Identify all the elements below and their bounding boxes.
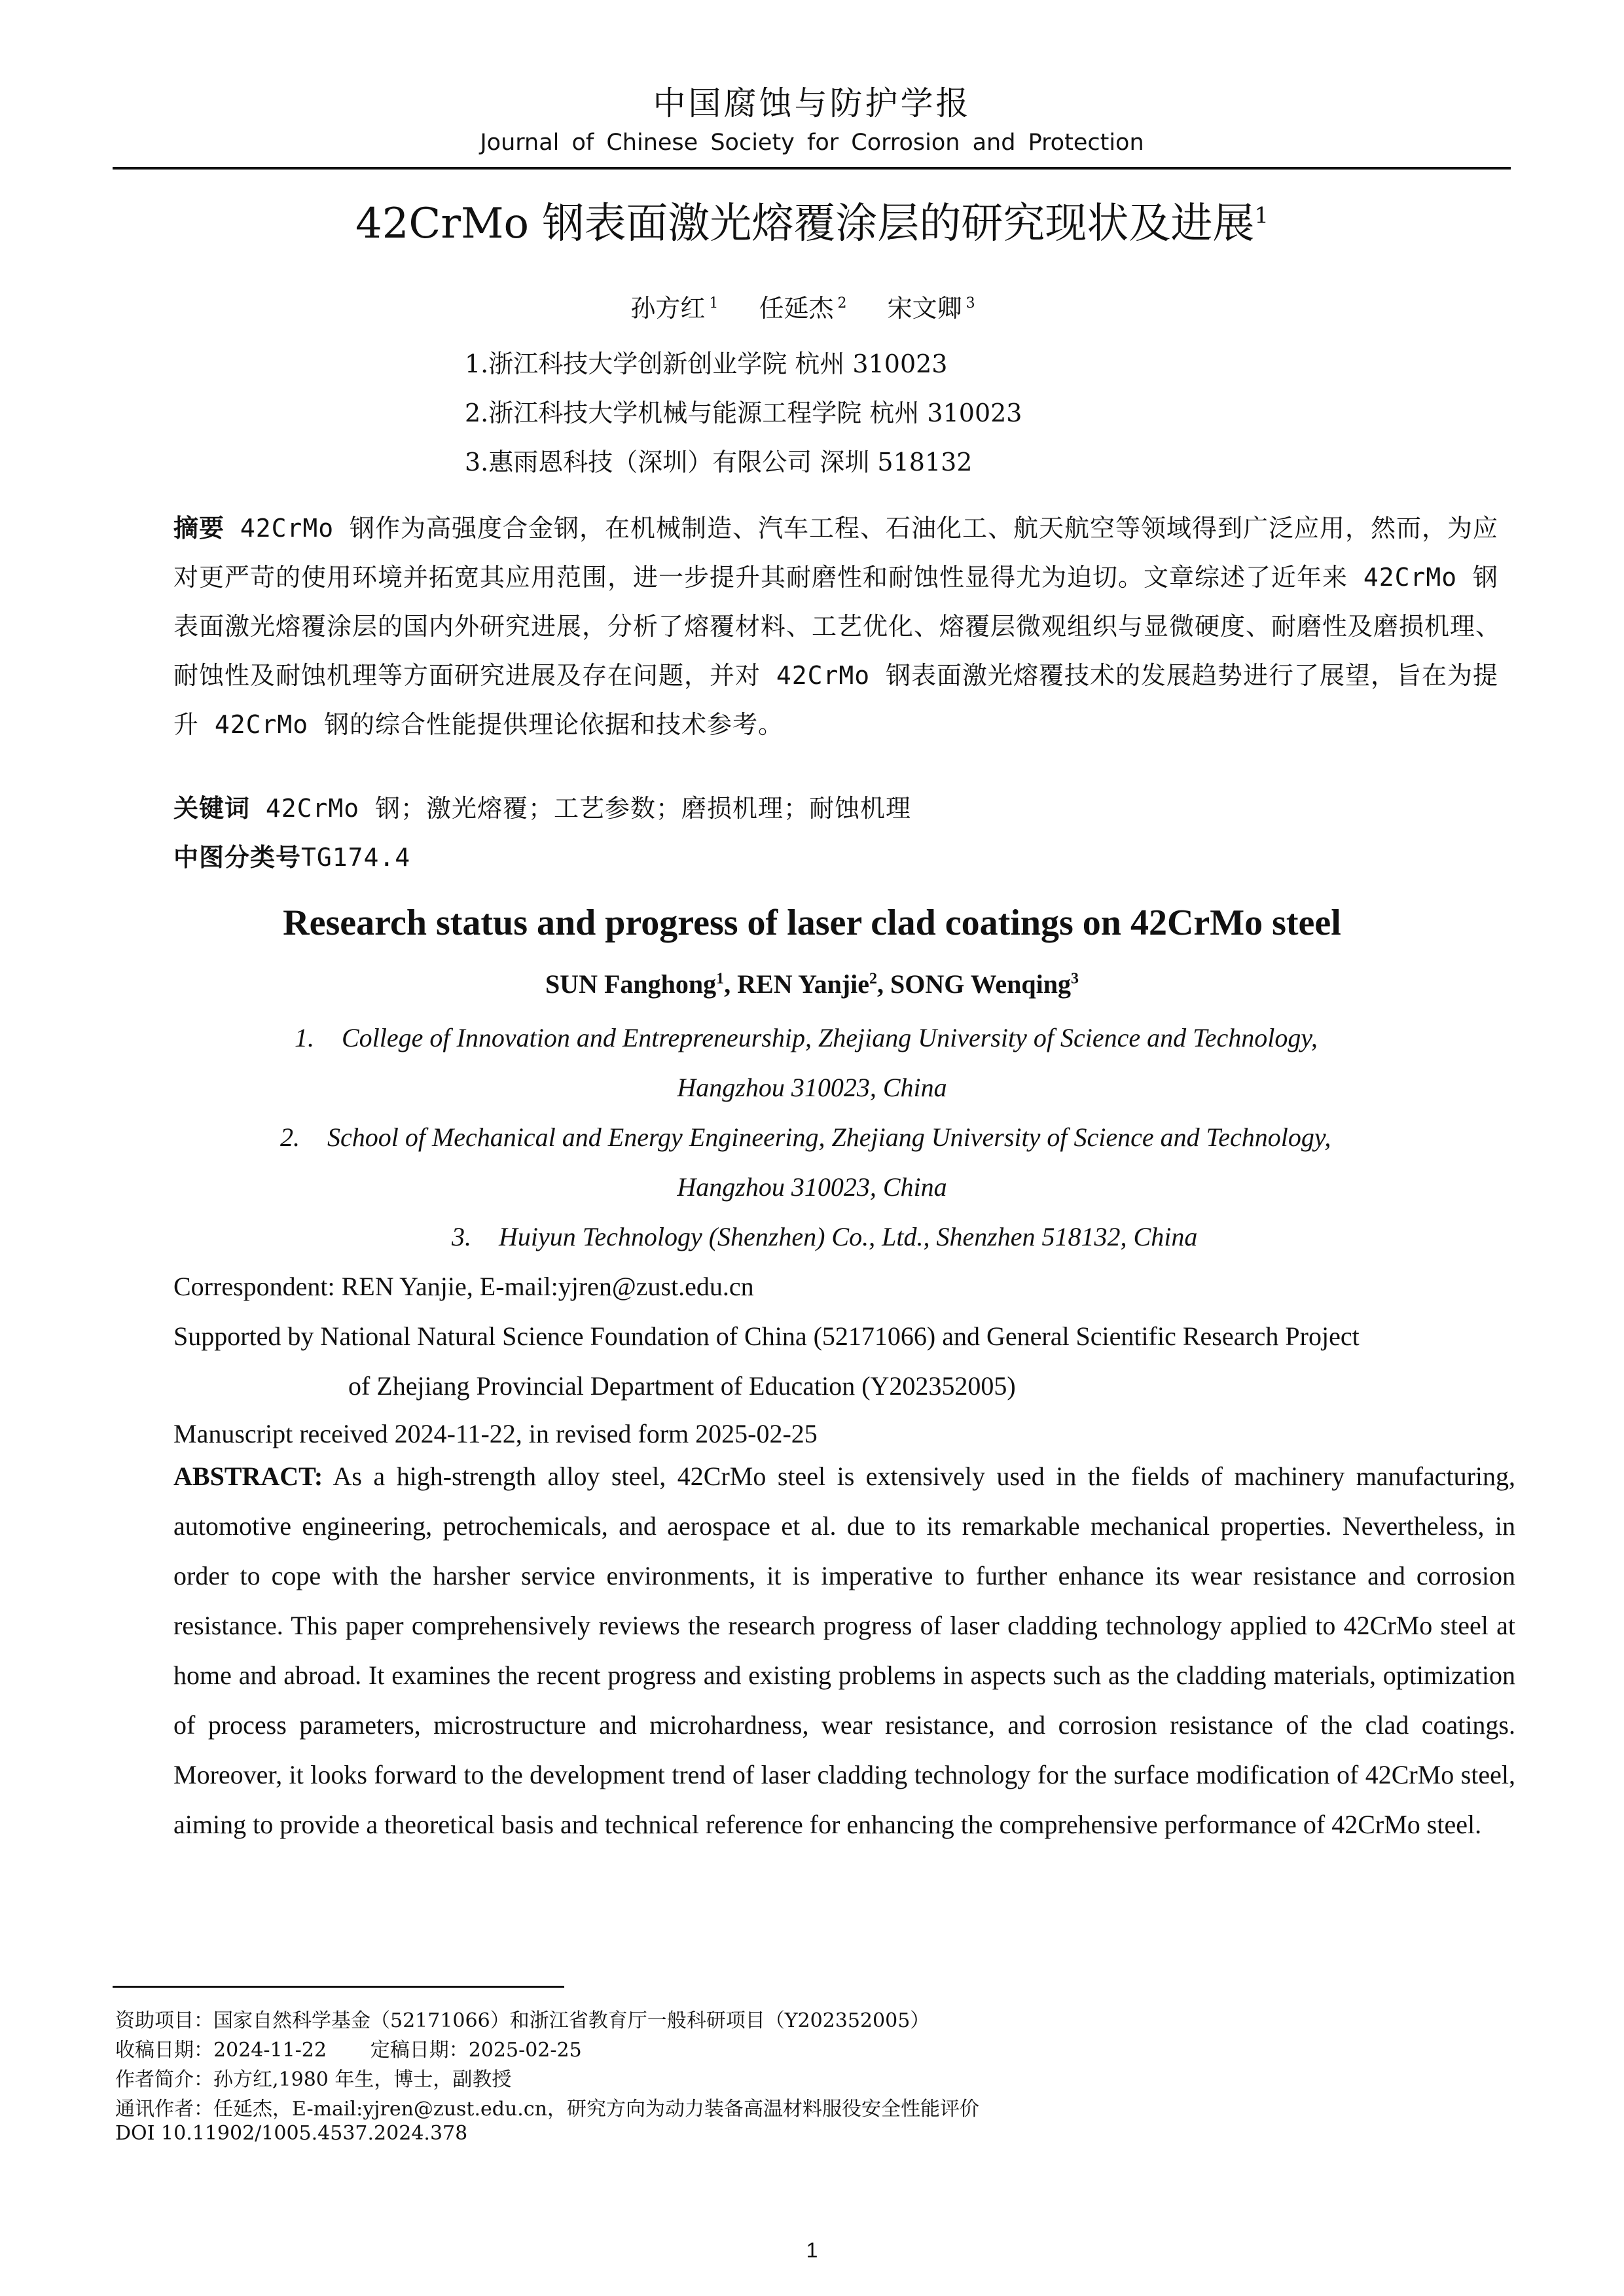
paper-title-cn-text: 42CrMo 钢表面激光熔覆涂层的研究现状及进展 xyxy=(355,200,1255,248)
header-rule xyxy=(113,167,1511,170)
keywords-cn xyxy=(173,784,1515,833)
affiliation-cn: 3.惠雨恩科技（深圳）有限公司 深圳 518132 xyxy=(465,448,973,476)
footnote-correspondent: 通讯作者：任延杰，E-mail:yjren@zust.edu.cn，研究方向为动力装备高温材料服役安全性能评价 xyxy=(115,2098,979,2121)
footnote-funding: 资助项目：国家自然科学基金（52171066）和浙江省教育厅一般科研项目（Y202352005） xyxy=(115,2009,930,2032)
page-number: 1 xyxy=(806,2238,818,2262)
affiliation-en-line: College of Innovation and Entrepreneurship, Zhejiang University of Science and Technology, xyxy=(342,1023,1318,1052)
manuscript-dates: Manuscript received 2024-11-22, in revised form 2025-02-25 xyxy=(173,1419,818,1448)
clc-text: TG174.4 xyxy=(301,843,411,872)
author-en-name: SONG Wenqing xyxy=(890,969,1072,999)
clc-label: 中图分类号 xyxy=(173,843,302,872)
paper-title-cn xyxy=(0,190,1624,250)
keywords-cn-label: 关键词 xyxy=(173,794,251,823)
authors-cn xyxy=(0,288,1624,324)
abstract-en-text: As a high-strength alloy steel, 42CrMo steel is extensively used in the fields of machinery manufacturing, automotive engineering, petrochemicals, and aerospace et al. due to its remarkable mechanical properties. Nevertheless, in order to cope with the harsher service environments, it is imperative to further enhance its wear resistance and corrosion resistance. This paper comprehensively reviews the research progress of laser cladding technology applied to 42CrMo steel at home and abroad. It examines the recent progress and existing problems in aspects such as the cladding materials, optimization of process parameters, microstructure and microhardness, wear resistance, and corrosion resistance of the clad coatings. Moreover, it looks forward to the development trend of laser cladding technology for the surface modification of 42CrMo steel, aiming to provide a theoretical basis and technical reference for enhancing the comprehensive performance of 42CrMo steel. xyxy=(173,1462,1515,1839)
paper-title-en: Research status and progress of laser clad coatings on 42CrMo steel xyxy=(283,903,1341,943)
abstract-en-label: ABSTRACT: xyxy=(173,1462,323,1491)
affiliation-en-number: 2. xyxy=(280,1122,300,1152)
affiliation-cn: 2.浙江科技大学机械与能源工程学院 杭州 310023 xyxy=(465,399,1022,427)
journal-title-en: Journal of Chinese Society for Corrosion and Protection xyxy=(480,130,1144,156)
author-cn-name: 宋文卿 xyxy=(887,294,962,323)
abstract-cn-label: 摘要 xyxy=(173,514,225,543)
footnote-rule xyxy=(113,1986,564,1988)
author-cn-sup: 1 xyxy=(709,295,719,312)
affiliation-en-number: 3. xyxy=(452,1222,471,1251)
author-en-name: REN Yanjie xyxy=(737,969,869,999)
author-en-sup: 3 xyxy=(1071,970,1079,988)
clc-number xyxy=(173,833,1515,882)
funding-line: of Zhejiang Provincial Department of Education (Y202352005) xyxy=(348,1371,1016,1401)
title-footnote-mark: 1 xyxy=(1254,202,1269,229)
funding-line: Supported by National Natural Science Foundation of China (52171066) and General Scientific Research Project xyxy=(173,1321,1360,1351)
abstract-en xyxy=(173,1452,1515,1850)
footnote-doi: DOI 10.11902/1005.4537.2024.378 xyxy=(115,2122,468,2145)
author-en-sup: 1 xyxy=(716,970,725,988)
affiliation-en-line: Huiyun Technology (Shenzhen) Co., Ltd., Shenzhen 518132, China xyxy=(499,1222,1198,1251)
authors-en: SUN Fanghong$^1$, REN Yanjie$^2$, SONG Wenqing$^3$ xyxy=(545,969,1079,999)
affiliation-en-line: School of Mechanical and Energy Engineering, Zhejiang University of Science and Technology, xyxy=(327,1122,1331,1152)
author-cn-name: 任延杰 xyxy=(759,294,834,323)
correspondent: Correspondent: REN Yanjie, E-mail:yjren@zust.edu.cn xyxy=(173,1272,754,1301)
footnote-author-bio: 作者简介：孙方红,1980 年生，博士，副教授 xyxy=(115,2068,512,2091)
author-en-name: SUN Fanghong xyxy=(545,969,717,999)
affiliation-en-line: Hangzhou 310023, China xyxy=(677,1073,947,1102)
abstract-cn-text: 42CrMo 钢作为高强度合金钢，在机械制造、汽车工程、石油化工、航天航空等领域得到广泛应用，然而，为应对更严苛的使用环境并拓宽其应用范围，进一步提升其耐磨性和耐蚀性显得尤为迫切。文章综述了近年来 42CrMo 钢表面激光熔覆涂层的国内外研究进展，分析了熔覆材料、工艺优化、熔覆层微观组织与显微硬度、耐磨性及磨损机理、耐蚀性及耐蚀机理等方面研究进展及存在问题，并对 42CrMo 钢表面激光熔覆技术的发展趋势进行了展望，旨在为提升 42CrMo 钢的综合性能提供理论依据和技术参考。 xyxy=(173,514,1502,739)
author-cn-name: 孙方红 xyxy=(630,294,706,323)
author-en-sup: 2 xyxy=(869,970,877,988)
affiliation-en-line: Hangzhou 310023, China xyxy=(677,1172,947,1202)
abstract-cn xyxy=(173,504,1515,798)
author-cn-sup: 3 xyxy=(965,295,975,312)
affiliation-en-number: 1. xyxy=(295,1023,314,1052)
author-cn-sup: 2 xyxy=(837,295,847,312)
keywords-cn-text: 42CrMo 钢；激光熔覆；工艺参数；磨损机理；耐蚀机理 xyxy=(265,794,912,823)
journal-title-cn: 中国腐蚀与防护学报 xyxy=(653,84,971,122)
affiliation-cn: 1.浙江科技大学创新创业学院 杭州 310023 xyxy=(465,350,948,378)
footnote-dates: 收稿日期：2024-11-22 定稿日期：2025-02-25 xyxy=(115,2039,582,2062)
